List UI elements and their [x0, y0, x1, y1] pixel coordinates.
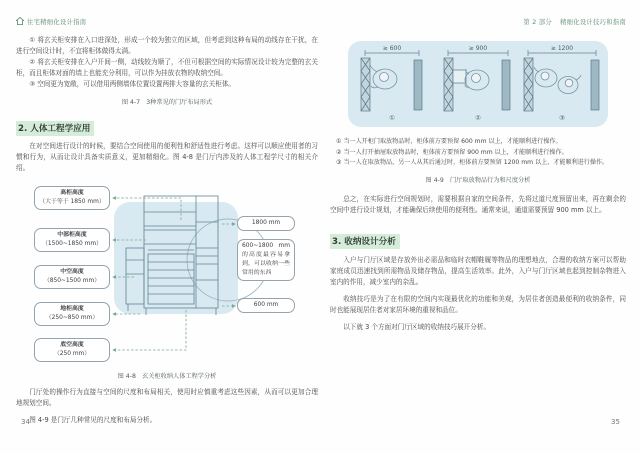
house-icon: [16, 17, 24, 25]
figure-4-9: [330, 39, 626, 131]
fig48-label-base-cabinet: [34, 302, 110, 326]
page-number-right: 35: [611, 418, 620, 426]
label-title: 高柜高度: [60, 189, 84, 196]
clearance-dim: ≥ 600: [382, 45, 402, 52]
fig49-note-2: ② 当一人打开抽屉取放物品时，柜体前方要预留 900 mm 以上，才能顺利进行操作。: [336, 148, 568, 156]
label-title: 中部柜高度: [57, 231, 87, 238]
clearance-dim: ≥ 1200: [550, 45, 574, 52]
unit-number: ②: [475, 114, 481, 122]
fig48-label-600: 600 mm: [237, 298, 295, 313]
fig48-label-1800: 1800 mm: [237, 216, 295, 231]
part-title: 精细化设计技巧和指南: [560, 18, 626, 26]
label-title: 地柜高度: [60, 305, 84, 312]
section-2-paragraph: 在对空间进行设计的时候，要结合空间使用的便利性和舒适性进行考虑。这样可以顺应使用者的习惯和行为，从而让设计具备实质意义，更加精细化。图 4-8 是门厅内涉及的人体工程学尺寸的相关介绍。: [16, 142, 318, 173]
page-number-left: 34: [21, 418, 30, 426]
fig48-label-mid-cabinet: [34, 228, 110, 252]
fig49-note-1: ① 当一人开柜门取放物品时，柜体前方要预留 600 mm 以上，才能顺利进行操作。: [336, 138, 562, 145]
section-2-heading: 2. 人体工程学应用: [16, 121, 94, 136]
fig48-label-reach-zone: 600~1800 mm 的高度最容易拿到，可以收纳一些常用的东西: [237, 239, 295, 282]
unit-number: ①: [389, 114, 395, 122]
fig48-label-bottom-space: [34, 338, 110, 362]
part-number: 第 2 部分: [523, 18, 553, 26]
section-3-paragraph-1: 入户与门厅区域是存放外出必需品和临时衣帽鞋履等物品的理想地点，合理的收纳方案可以帮助家庭成员迅速找到所需物品及储存物品，提高生活效率。此外，入户与门厅区域也起到控制杂物进入室内的作用，减少室内的杂乱。: [330, 256, 626, 287]
unit-number: ③: [559, 114, 565, 122]
fig48-label-tall-cabinet: [34, 186, 110, 210]
figure-4-8: [16, 182, 318, 368]
closing-paragraph-2: 图 4-9 是门厅几种常见的尺度和布局分析。: [29, 415, 157, 424]
book-title: 住宅精细化设计指南: [27, 18, 87, 26]
figure-4-7-caption: 图 4-7 3种常见的门厅布局形式: [121, 99, 213, 107]
label-range: （250 mm）: [53, 350, 91, 357]
intro-paragraph-2: ② 将玄关柜安排在入户开间一侧，动线较为顺了，不但可根据空间的实际情况设计较为完整的玄关柜，而且柜体对面的墙上也能充分利用，可以作为挂放衣物的收纳空间。: [16, 58, 318, 78]
label-range: （250~850 mm）: [45, 314, 99, 321]
figure-4-9-caption: 图 4-9 门厅取放物品行为和尺度分析: [425, 176, 531, 184]
running-header-left: [16, 16, 318, 26]
clearance-diagram: [330, 39, 626, 131]
intro-paragraph-1: ① 将玄关柜安排在入口进深处，形成一个较为独立的区域，但考虑到这种布局的动线存在干扰，在进行空间设计时，不宜将柜体做得太满。: [16, 36, 318, 56]
intro-paragraph-3: ③ 空间更为宽敞，可以借用两侧墙体位置设置两排大容量的玄关柜体。: [29, 80, 236, 89]
summary-paragraph: 总之，在实际进行空间规划时，需要根据自家的空间条件，先将过道尺度预留出来，再在剩余的空间中进行设计规划，才能确保后续使用的便利性。通常来说，通道需要预留 900 mm 以上。: [330, 194, 626, 215]
fig49-note-3: ③ 当一人在取放物品，另一人从其后通过时，柜体前方要预留 1200 mm 以上，才能顺利进行操作。: [336, 159, 609, 167]
label-title: 底空高度: [60, 341, 84, 348]
fig48-label-open-space: [34, 265, 110, 289]
figure-4-8-caption: 图 4-8 玄关柜收纳人体工程学分析: [117, 372, 217, 380]
label-range: （大于等于 1850 mm）: [39, 198, 105, 205]
section-3-paragraph-3: 以下就 3 个方面对门厅区域的收纳技巧展开分析。: [343, 323, 491, 332]
section-3-heading: 3. 收纳设计分析: [330, 234, 400, 249]
label-range: （1500~1850 mm）: [41, 240, 103, 247]
closing-paragraph-1: 门厅处的操作行为直接与空间的尺度和布局相关，使用时应慎重考虑这些因素，从而可以更加合理地规划空间。: [16, 387, 318, 407]
label-range: （850~1500 mm）: [43, 277, 101, 284]
section-3-paragraph-2: 收纳技巧是为了在有限的空间内实现最优化的功能和美观，为居住者创造最便利的收纳条件，同时也能展现居住者对家居环境的重视和品位。: [330, 295, 626, 315]
page-right: [330, 8, 626, 333]
clearance-dim: ≥ 900: [468, 45, 488, 52]
label-title: 中空高度: [60, 268, 84, 275]
page-left: [16, 8, 318, 426]
running-header-right: [330, 16, 626, 26]
